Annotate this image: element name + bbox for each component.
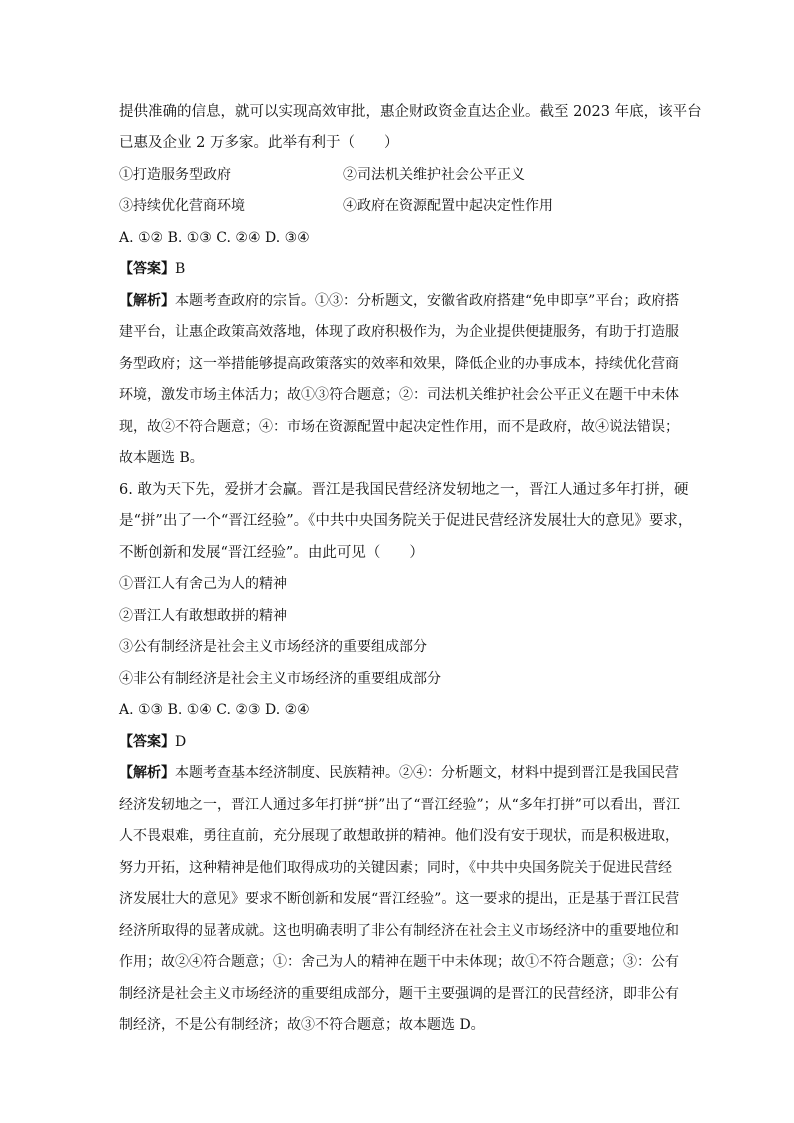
q5-choices: A. ①② B. ①③ C. ②④ D. ③④ bbox=[119, 230, 310, 246]
q6-choices: A. ①③ B. ①④ C. ②③ D. ②④ bbox=[119, 702, 310, 718]
q5-option-1: ①打造服务型政府 bbox=[119, 167, 231, 183]
q5-analysis-line-5: 现，故②不符合题意；④：市场在资源配置中起决定性作用，而不是政府，故④说法错误； bbox=[119, 419, 679, 435]
q6-analysis-line-7: 作用；故②④符合题意；①：舍己为人的精神在题干中未体现；故①不符合题意；③：公有 bbox=[119, 954, 679, 970]
q6-analysis-line-2: 经济发轫地之一，晋江人通过多年打拼“拼”出了“晋江经验”；从“多年打拼”可以看出，晋江 bbox=[119, 797, 680, 813]
q6-analysis-line-8: 制经济是社会主义市场经济的重要组成部分，题干主要强调的是晋江的民营经济，即非公有 bbox=[119, 986, 679, 1002]
q6-answer bbox=[119, 732, 186, 752]
q5-option-4: ④政府在资源配置中起决定性作用 bbox=[343, 198, 553, 214]
q5-analysis-text: 本题考查政府的宗旨。①③：分析题文，安徽省政府搭建“免申即享”平台；政府搭 bbox=[175, 293, 680, 309]
q6-answer-value: D bbox=[175, 734, 187, 750]
q6-analysis-line-4: 努力开拓，这种精神是他们取得成功的关键因素；同时，《中共中央国务院关于促进民营经 bbox=[119, 860, 672, 876]
q6-stem-line-2: 是“拼”出了一个“晋江经验”。《中共中央国务院关于促进民营经济发展壮大的意见》要求， bbox=[119, 513, 693, 529]
q6-analysis-line-6: 经济所取得的显著成就。这也明确表明了非公有制经济在社会主义市场经济中的重要地位和 bbox=[119, 923, 679, 939]
q5-stem-line-1: 提供准确的信息，就可以实现高效审批，惠企财政资金直达企业。截至 2023 年底，该平台 bbox=[119, 104, 702, 120]
q5-stem-line-2: 已惠及企业 2 万多家。此举有利于（ ） bbox=[119, 135, 399, 151]
q5-analysis-line-1 bbox=[119, 291, 679, 311]
q6-option-1: ①晋江人有舍己为人的精神 bbox=[119, 576, 287, 592]
q6-option-4: ④非公有制经济是社会主义市场经济的重要组成部分 bbox=[119, 671, 441, 687]
q6-option-2: ②晋江人有敢想敢拼的精神 bbox=[119, 608, 287, 624]
q5-analysis-line-6: 故本题选 B。 bbox=[119, 450, 204, 466]
q6-stem-line-3: 不断创新和发展“晋江经验”。由此可见（ ） bbox=[119, 545, 424, 561]
q5-analysis-line-4: 环境，激发市场主体活力；故①③符合题意；②：司法机关维护社会公平正义在题干中未体 bbox=[119, 387, 679, 403]
q6-analysis-line-9: 制经济，不是公有制经济；故③不符合题意；故本题选 D。 bbox=[119, 1017, 485, 1033]
q5-option-3: ③持续优化营商环境 bbox=[119, 198, 245, 214]
q5-answer bbox=[119, 259, 185, 279]
q6-analysis-line-1 bbox=[119, 763, 679, 783]
q6-answer-label: 【答案】 bbox=[119, 734, 175, 750]
q5-analysis-line-3: 务型政府；这一举措能够提高政策落实的效率和效果，降低企业的办事成本，持续优化营商 bbox=[119, 356, 679, 372]
q6-analysis-line-5: 济发展壮大的意见》要求不断创新和发展“晋江经验”。这一要求的提出，正是基于晋江民营 bbox=[119, 891, 680, 907]
q5-option-2: ②司法机关维护社会公平正义 bbox=[343, 167, 525, 183]
q6-analysis-label: 【解析】 bbox=[119, 765, 175, 781]
q5-analysis-line-2: 建平台，让惠企政策高效落地，体现了政府积极作为，为企业提供便捷服务，有助于打造服 bbox=[119, 324, 679, 340]
q5-analysis-label: 【解析】 bbox=[119, 293, 175, 309]
q5-answer-label: 【答案】 bbox=[119, 261, 175, 277]
q5-answer-value: B bbox=[175, 261, 186, 277]
q6-analysis-line-3: 人不畏艰难，勇往直前，充分展现了敢想敢拼的精神。他们没有安于现状，而是积极进取， bbox=[119, 828, 679, 844]
q6-option-3: ③公有制经济是社会主义市场经济的重要组成部分 bbox=[119, 639, 427, 655]
q6-stem-line-1: 6. 敢为天下先，爱拼才会赢。晋江是我国民营经济发轫地之一，晋江人通过多年打拼，硬 bbox=[119, 482, 689, 498]
q6-analysis-text: 本题考查基本经济制度、民族精神。②④：分析题文，材料中提到晋江是我国民营 bbox=[175, 765, 679, 781]
